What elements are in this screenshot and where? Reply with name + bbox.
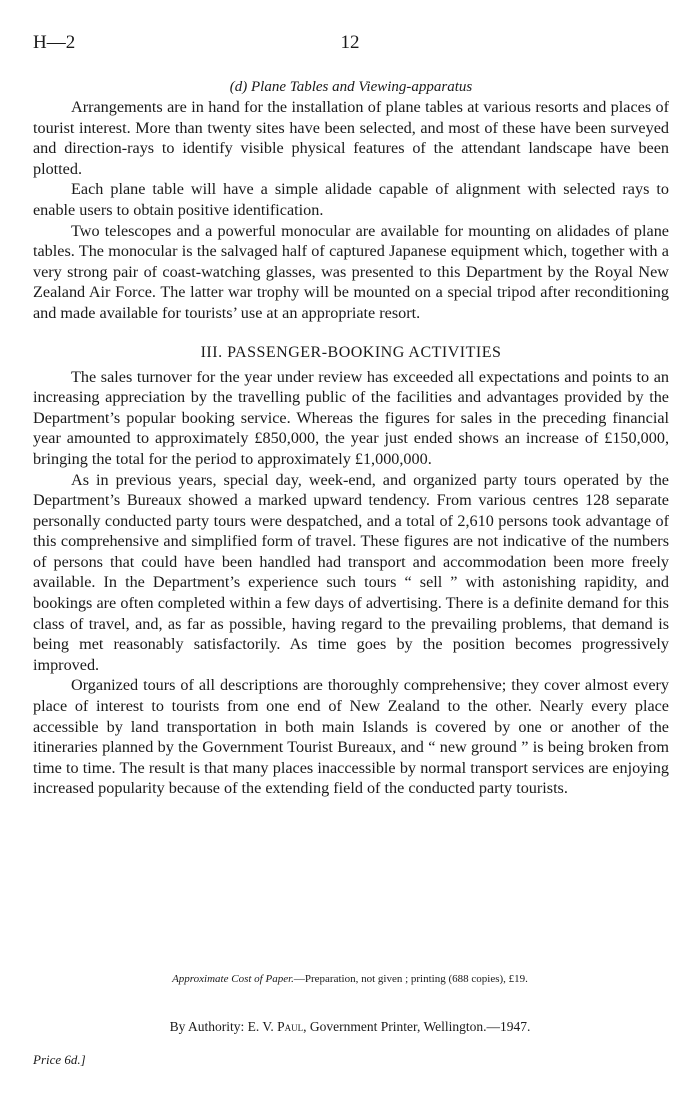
paragraph: Arrangements are in hand for the installation of plane tables at various resorts and places of tourist interest. More than twenty sites have been selected, and most of these have been surveyed and direction-rays to identify visible physical features of the attendant landscape have been plotted.: [33, 98, 669, 178]
printer-imprint: [0, 1019, 700, 1035]
paragraph: Two telescopes and a powerful monocular are available for mounting on alidades of plane tables. The monocular is the salvaged half of captured Japanese equipment which, together with a very strong pair of coast-watching glasses, was presented to this Department by the Royal New Zealand Air Force. The latter war trophy will be mounted on a special tripod after reconditioning and made available for tourists’ use at an appropriate resort.: [33, 221, 669, 322]
page-body: [33, 77, 669, 799]
authority-prefix: By Authority:: [169, 1019, 245, 1034]
page-number: 12: [340, 32, 360, 53]
paragraph: As in previous years, special day, week-end, and organized party tours operated by the Department’s Bureaux showed a marked upward tendency. From various centres 128 separate personally conducted party tours were despatched, and a total of 2,610 persons took advantage of this comprehensive and simplified form of travel. These figures are not indicative of the numbers of persons that could have been handled had transport and accommodation been more freely available. In the Department’s experience such tours “ sell ” with astonishing rapidity, and bookings are often completed within a few days of advertising. There is a definite demand for this class of travel, and, as far as possible, having regard to the prevailing problems, that demand is being met reasonably satisfactorily. As time goes by the position becomes progressively improved.: [33, 470, 669, 674]
page-header: [33, 32, 667, 60]
imprint-text: , Government Printer, Wellington.—1947.: [303, 1019, 531, 1034]
footnote-label: Approximate Cost of Paper.: [172, 973, 294, 985]
printer-name: E. V. Paul: [247, 1019, 304, 1034]
paragraph: The sales turnover for the year under review has exceeded all expectations and points to an increasing appreciation by the travelling public of the facilities and advantages provided by the Department’s popular booking service. Whereas the figures for sales in the preceding financial year amounted to approximately £850,000, the year just ended shows an increase of £150,000, bringing the total for the period to approximately £1,000,000.: [33, 367, 669, 468]
price-label: Price 6d.]: [33, 1052, 86, 1067]
section-heading: III. PASSENGER-BOOKING ACTIVITIES: [200, 343, 502, 361]
paragraph: Each plane table will have a simple alidade capable of alignment with selected rays to enable users to obtain positive identification.: [33, 180, 669, 219]
document-code: H—2: [33, 32, 76, 53]
cost-footnote: [0, 973, 700, 985]
subsection-heading: (d) Plane Tables and Viewing-apparatus: [229, 79, 473, 95]
paragraph: Organized tours of all descriptions are thoroughly comprehensive; they cover almost every place of interest to tourists from one end of New Zealand to the other. Nearly every place accessible by land transportation in both main Islands is covered by one or another of the itineraries planned by the Government Tourist Bureaux, and “ new ground ” is being broken from time to time. The result is that many places inaccessible by normal transport services are enjoying increased popularity because of the extending field of the conducted party tourists.: [33, 676, 669, 798]
footnote-text: —Preparation, not given ; printing (688 copies), £19.: [293, 973, 528, 985]
